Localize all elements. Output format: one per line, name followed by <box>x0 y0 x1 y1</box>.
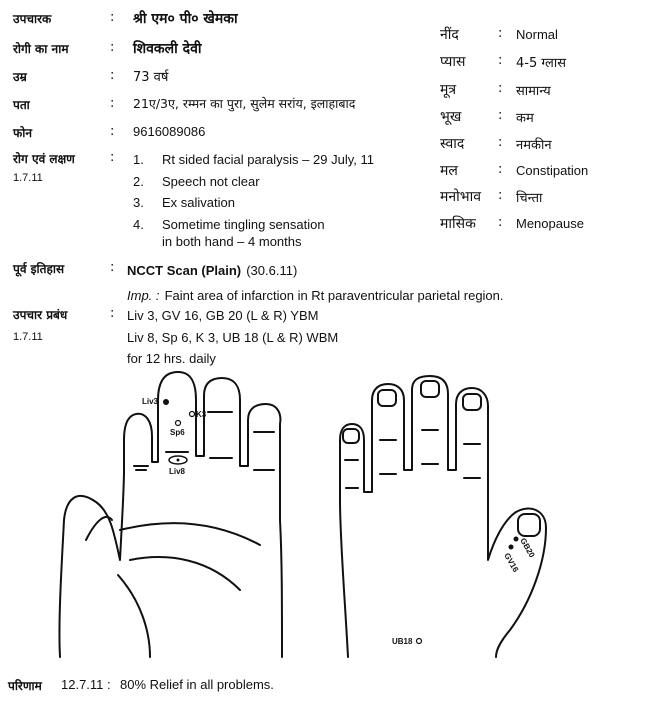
phone-value: 9616089086 <box>133 124 206 139</box>
point-sp6-marker <box>176 421 181 426</box>
point-liv3-label: Liv3 <box>142 397 159 406</box>
treatment-date: 1.7.11 <box>13 331 43 343</box>
history-label: पूर्व इतिहास <box>13 262 65 276</box>
colon: : <box>110 306 115 321</box>
colon: : <box>110 150 115 165</box>
point-liv8-label: Liv8 <box>169 467 186 476</box>
point-gv16-label: GV16 <box>502 551 521 574</box>
urine-value: सामान्य <box>516 84 551 99</box>
urine-label: मूत्र <box>440 82 457 98</box>
fingernail <box>421 381 439 397</box>
age-value: 73 वर्ष <box>133 70 169 85</box>
impression-text: Faint area of infarction in Rt paraventricular parietal region. <box>164 288 504 303</box>
patient-value: शिवकली देवी <box>133 41 202 57</box>
point-k3-label: K3 <box>196 410 207 419</box>
palm-line-head <box>130 557 240 590</box>
sleep-value: Normal <box>516 27 558 42</box>
back-hand-outline <box>340 376 546 657</box>
thirst-value: 4-5 ग्लास <box>516 56 566 71</box>
colon: : <box>110 260 115 275</box>
colon: : <box>110 10 115 25</box>
symptom-text: Sometime tingling sensation <box>162 217 325 232</box>
colon: : <box>110 68 115 83</box>
impression-label: Imp. : <box>127 288 160 303</box>
colon: : <box>498 188 503 203</box>
hunger-label: भूख <box>440 109 462 125</box>
treatment-line: for 12 hrs. daily <box>127 351 216 366</box>
point-ub18-marker <box>417 639 422 644</box>
treatment-line: Liv 3, GV 16, GB 20 (L & R) YBM <box>127 308 319 323</box>
age-label: उम्र <box>13 70 27 84</box>
colon: : <box>110 96 115 111</box>
colon: : <box>498 26 503 41</box>
treatment-line: Liv 8, Sp 6, K 3, UB 18 (L & R) WBM <box>127 330 339 345</box>
symptoms-date: 1.7.11 <box>13 172 43 184</box>
symptom-text: Ex salivation <box>162 195 235 210</box>
point-liv8-dot <box>177 459 180 462</box>
colon: : <box>110 124 115 139</box>
menstrual-label: मासिक <box>440 216 476 232</box>
address-value: 21ए/3ए, रम्मन का पुरा, सुलेम सरांय, इलाहाबाद <box>133 96 356 111</box>
thumb-crease <box>86 517 112 540</box>
stool-label: मल <box>440 163 458 179</box>
point-sp6-label: Sp6 <box>170 428 185 437</box>
stool-value: Constipation <box>516 163 589 178</box>
treatment-label: उपचार प्रबंध <box>13 308 68 322</box>
symptom-text: Rt sided facial paralysis – 29 July, 11 <box>162 152 374 167</box>
menstrual-value: Menopause <box>516 216 584 231</box>
symptom-text: Speech not clear <box>162 174 260 189</box>
fingernail <box>343 429 359 443</box>
point-liv3-marker <box>163 399 169 405</box>
point-gv16-marker <box>509 545 514 550</box>
history-scan: NCCT Scan (Plain) <box>127 263 242 278</box>
address-label: पता <box>13 98 30 112</box>
colon: : <box>498 215 503 230</box>
colon: : <box>110 40 115 55</box>
point-ub18-label: UB18 <box>392 637 413 646</box>
fingernail <box>518 514 540 536</box>
palm-line-heart <box>120 523 260 545</box>
hunger-value: कम <box>516 111 534 126</box>
symptom-num: 2. <box>133 174 144 189</box>
colon: : <box>498 81 503 96</box>
palm-hand-outline <box>59 372 282 657</box>
fingernail <box>463 394 481 410</box>
result-date: 12.7.11 : <box>61 677 111 692</box>
colon: : <box>498 135 503 150</box>
colon: : <box>498 108 503 123</box>
colon: : <box>498 162 503 177</box>
result-label: परिणाम <box>8 679 42 693</box>
fingernail <box>378 390 396 406</box>
sleep-label: नींद <box>440 27 459 43</box>
phone-label: फोन <box>13 126 33 140</box>
taste-value: नमकीन <box>516 138 552 153</box>
point-gb20-label: GB20 <box>518 536 537 560</box>
taste-label: स्वाद <box>440 136 465 152</box>
symptom-text-cont: in both hand – 4 months <box>162 234 302 249</box>
symptoms-label: रोग एवं लक्षण <box>13 152 75 166</box>
symptom-num: 4. <box>133 217 144 232</box>
mood-value: चिन्ता <box>516 191 543 206</box>
point-gb20-marker <box>514 537 519 542</box>
palm-line-life <box>118 575 150 657</box>
symptom-num: 3. <box>133 195 144 210</box>
thirst-label: प्यास <box>440 54 466 70</box>
doctor-label: उपचारक <box>13 12 52 26</box>
symptom-num: 1. <box>133 152 144 167</box>
colon: : <box>498 53 503 68</box>
mood-label: मनोभाव <box>440 189 482 205</box>
history-scan-date: (30.6.11) <box>246 263 298 278</box>
point-k3-marker <box>190 412 195 417</box>
patient-label: रोगी का नाम <box>13 42 69 56</box>
doctor-value: श्री एम० पी० खेमका <box>133 11 238 27</box>
result-value: 80% Relief in all problems. <box>120 677 274 692</box>
